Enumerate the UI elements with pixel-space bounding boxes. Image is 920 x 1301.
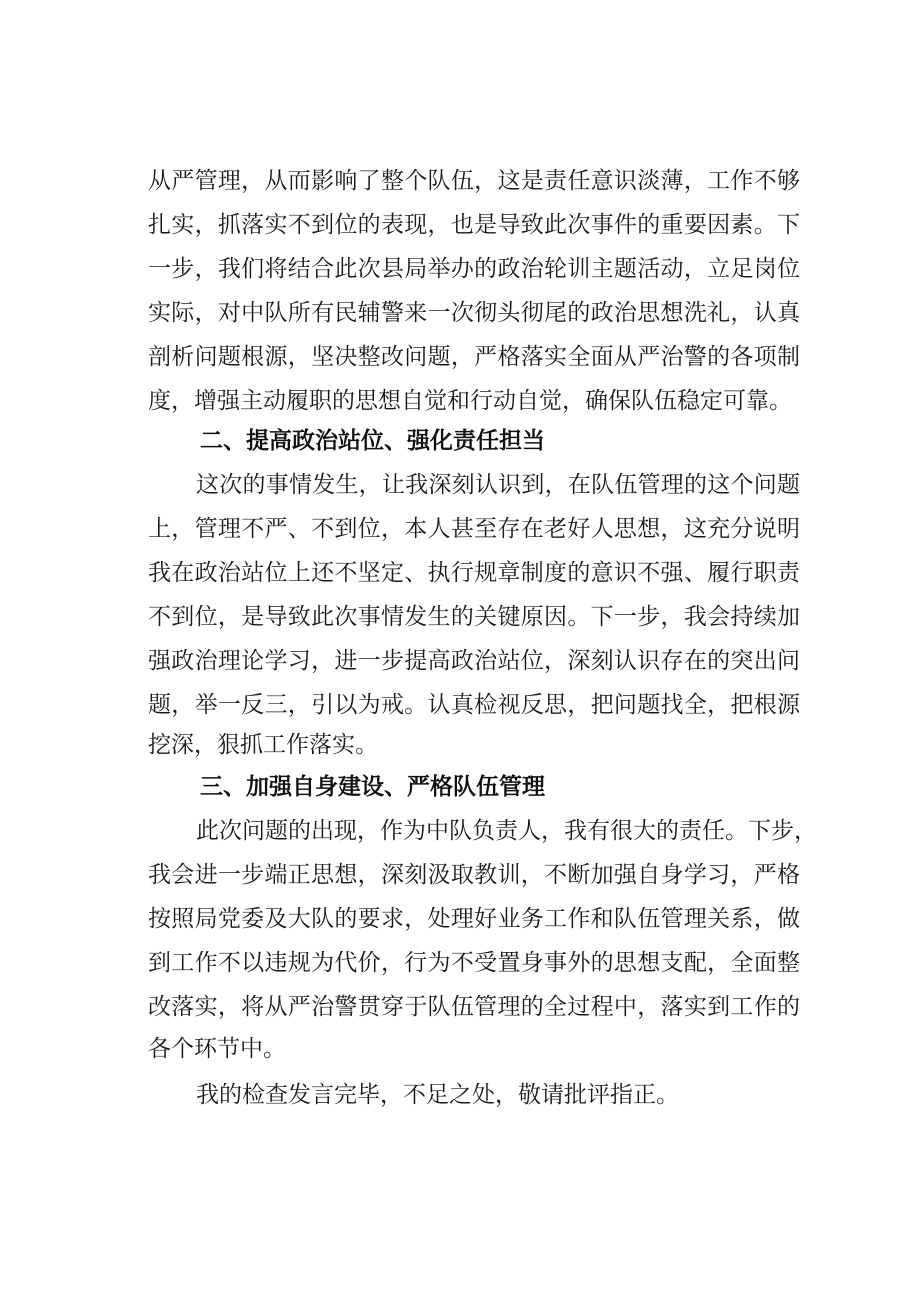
paragraph-1-line-3: 一步，我们将结合此次县局举办的政治轮训主题活动，立足岗位 [148, 256, 800, 282]
paragraph-3-line-2: 我会进一步端正思想，深刻汲取教训，不断加强自身学习，严格 [148, 862, 800, 888]
paragraph-1-line-1: 从严管理，从而影响了整个队伍，这是责任意识淡薄，工作不够 [148, 168, 800, 194]
paragraph-2-line-3: 我在政治站位上还不坚定、执行规章制度的意识不强、履行职责 [148, 560, 800, 586]
paragraph-3-line-6: 各个环节中。 [148, 1036, 286, 1062]
paragraph-3-line-1: 此次问题的出现，作为中队负责人，我有很大的责任。下步， [196, 818, 817, 844]
paragraph-1-line-2: 扎实，抓落实不到位的表现，也是导致此次事件的重要因素。下 [148, 212, 800, 238]
paragraph-1-line-6: 度，增强主动履职的思想自觉和行动自觉，确保队伍稳定可靠。 [148, 388, 792, 414]
paragraph-2-line-7: 挖深，狠抓工作落实。 [148, 732, 378, 758]
paragraph-3-line-3: 按照局党委及大队的要求，处理好业务工作和队伍管理关系，做 [148, 906, 800, 932]
paragraph-3-line-4: 到工作不以违规为代价，行为不受置身事外的思想支配，全面整 [148, 950, 800, 976]
paragraph-2-line-4: 不到位，是导致此次事情发生的关键原因。下一步，我会持续加 [148, 604, 800, 630]
section-heading-2: 二、提高政治站位、强化责任担当 [200, 428, 545, 454]
paragraph-2-line-1: 这次的事情发生，让我深刻认识到，在队伍管理的这个问题 [196, 472, 800, 498]
paragraph-2-line-5: 强政治理论学习，进一步提高政治站位，深刻认识存在的突出问 [148, 648, 800, 674]
section-heading-3: 三、加强自身建设、严格队伍管理 [200, 774, 545, 800]
paragraph-1-line-4: 实际，对中队所有民辅警来一次彻头彻尾的政治思想洗礼，认真 [148, 300, 800, 326]
paragraph-1-line-5: 剖析问题根源，坚决整改问题，严格落实全面从严治警的各项制 [148, 344, 800, 370]
paragraph-2-line-6: 题，举一反三，引以为戒。认真检视反思，把问题找全，把根源 [148, 692, 800, 718]
paragraph-2-line-2: 上，管理不严、不到位，本人甚至存在老好人思想，这充分说明 [148, 516, 800, 542]
paragraph-3-line-5: 改落实，将从严治警贯穿于队伍管理的全过程中，落实到工作的 [148, 994, 800, 1020]
closing-statement: 我的检查发言完毕，不足之处，敬请批评指正。 [196, 1082, 679, 1108]
